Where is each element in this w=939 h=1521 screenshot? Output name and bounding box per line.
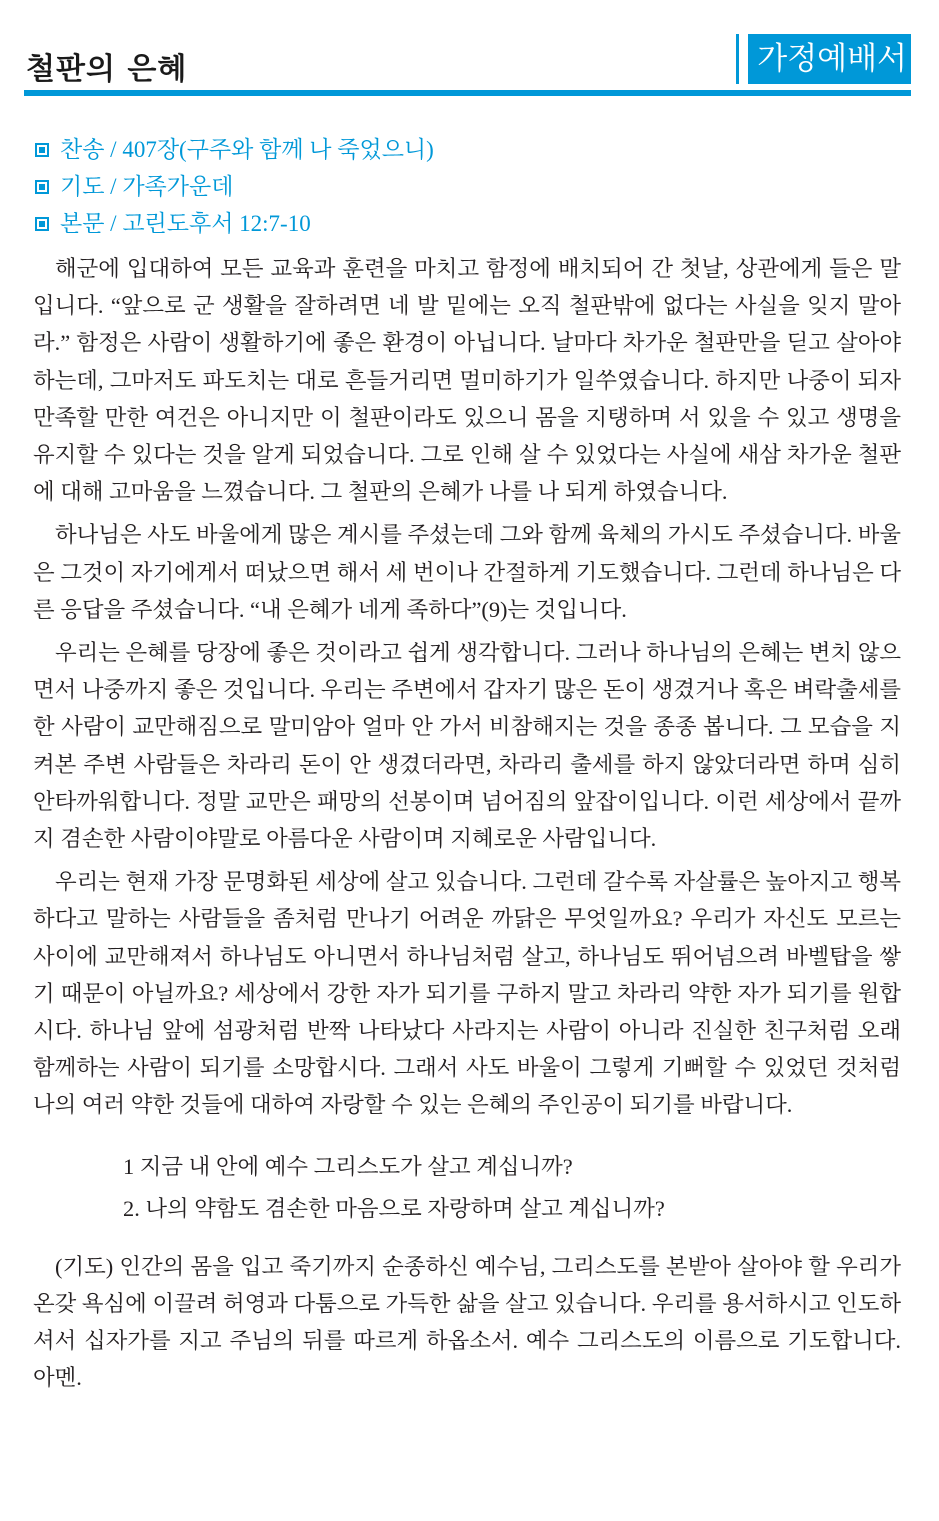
question-item: 1 지금 내 안에 예수 그리스도가 살고 계십니까? xyxy=(123,1153,573,1179)
paragraph: 우리는 현재 가장 문명화된 세상에 살고 있습니다. 그런데 갈수록 자살률은 높아지고 행복하다고 말하는 사람들을 좀처럼 만나기 어려운 까닭은 무엇일까요? 우리가 자신도 모르는 사이에 교만해져서 하나님도 아니면서 하나님처럼 살고, 하나님도 뛰어넘으려 바벨탑을 쌓기 때문이 아닐까요? 세상에서 강한 자가 되기를 구하지 말고 차라리 약한 자가 되기를 원합시다. 하나님 앞에 섬광처럼 반짝 나타났다 사라지는 사람이 아니라 진실한 친구처럼 오래 함께하는 사람이 되기를 소망합시다. 그래서 사도 바울이 그렇게 기뻐할 수 있었던 것처럼 나의 여러 약한 것들에 대하여 자랑할 수 있는 은혜의 주인공이 되기를 바랍니다. xyxy=(33,869,901,1118)
service-info xyxy=(35,131,905,242)
header-rule xyxy=(24,90,911,96)
section-tag xyxy=(736,34,911,84)
hymn-text: 찬송 / 407장(구주와 함께 나 죽었으니) xyxy=(60,137,434,162)
section-tag-divider xyxy=(736,34,739,84)
reflection-questions xyxy=(33,1146,901,1230)
paragraph: 우리는 은혜를 당장에 좋은 것이라고 쉽게 생각합니다. 그러나 하나님의 은혜는 변치 않으면서 나중까지 좋은 것입니다. 우리는 주변에서 갑자기 많은 돈이 생겼거나 혹은 벼락출세를 한 사람이 교만해짐으로 말미암아 얼마 안 가서 비참해지는 것을 종종 봅니다. 그 모습을 지켜본 주변 사람들은 차라리 돈이 안 생겼더라면, 차라리 출세를 하지 않았더라면 하며 심히 안타까워합니다. 정말 교만은 패망의 선봉이며 넘어짐의 앞잡이입니다. 이런 세상에서 끝까지 겸손한 사람이야말로 아름다운 사람이며 지혜로운 사람입니다. xyxy=(33,640,901,852)
square-bullet-icon xyxy=(35,143,49,157)
sermon-body xyxy=(33,250,901,1402)
square-bullet-icon xyxy=(35,217,49,231)
paragraph: 해군에 입대하여 모든 교육과 훈련을 마치고 함정에 배치되어 간 첫날, 상관에게 들은 말입니다. “앞으로 군 생활을 잘하려면 네 발 밑에는 오직 철판밖에 없다는 사실을 잊지 말아라.” 함정은 사람이 생활하기에 좋은 환경이 아닙니다. 날마다 차가운 철판만을 딛고 살아야 하는데, 그마저도 파도치는 대로 흔들거리면 멀미하기가 일쑤였습니다. 하지만 나중이 되자 만족할 만한 여건은 아니지만 이 철판이라도 있으니 몸을 지탱하며 서 있을 수 있고 생명을 유지할 수 있다는 것을 알게 되었습니다. 그로 인해 살 수 있었다는 사실에 새삼 차가운 철판에 대해 고마움을 느꼈습니다. 그 철판의 은혜가 나를 나 되게 하였습니다. xyxy=(33,256,901,505)
page-header xyxy=(24,34,911,94)
prayer-leader-text: 기도 / 가족가운데 xyxy=(60,174,234,199)
hymn-info xyxy=(35,131,905,168)
section-tag-label: 가정예배서 xyxy=(748,34,911,84)
square-bullet-icon xyxy=(35,180,49,194)
scripture-text: 본문 / 고린도후서 12:7-10 xyxy=(60,211,311,236)
closing-prayer: (기도) 인간의 몸을 입고 죽기까지 순종하신 예수님, 그리스도를 본받아 살아야 할 우리가 온갖 욕심에 이끌려 허영과 다툼으로 가득한 삶을 살고 있습니다. 우리를 용서하시고 인도하셔서 십자가를 지고 주님의 뒤를 따르게 하옵소서. 예수 그리스도의 이름으로 기도합니다. 아멘. xyxy=(33,1253,901,1391)
prayer-info xyxy=(35,168,905,205)
question-item: 2. 나의 약함도 겸손한 마음으로 자랑하며 살고 계십니까? xyxy=(123,1195,665,1221)
page-title: 철판의 은혜 xyxy=(26,52,188,87)
paragraph: 하나님은 사도 바울에게 많은 계시를 주셨는데 그와 함께 육체의 가시도 주셨습니다. 바울은 그것이 자기에게서 떠났으면 해서 세 번이나 간절하게 기도했습니다. 그런데 하나님은 다른 응답을 주셨습니다. “내 은혜가 네게 족하다”(9)는 것입니다. xyxy=(33,522,901,622)
scripture-info xyxy=(35,205,905,242)
